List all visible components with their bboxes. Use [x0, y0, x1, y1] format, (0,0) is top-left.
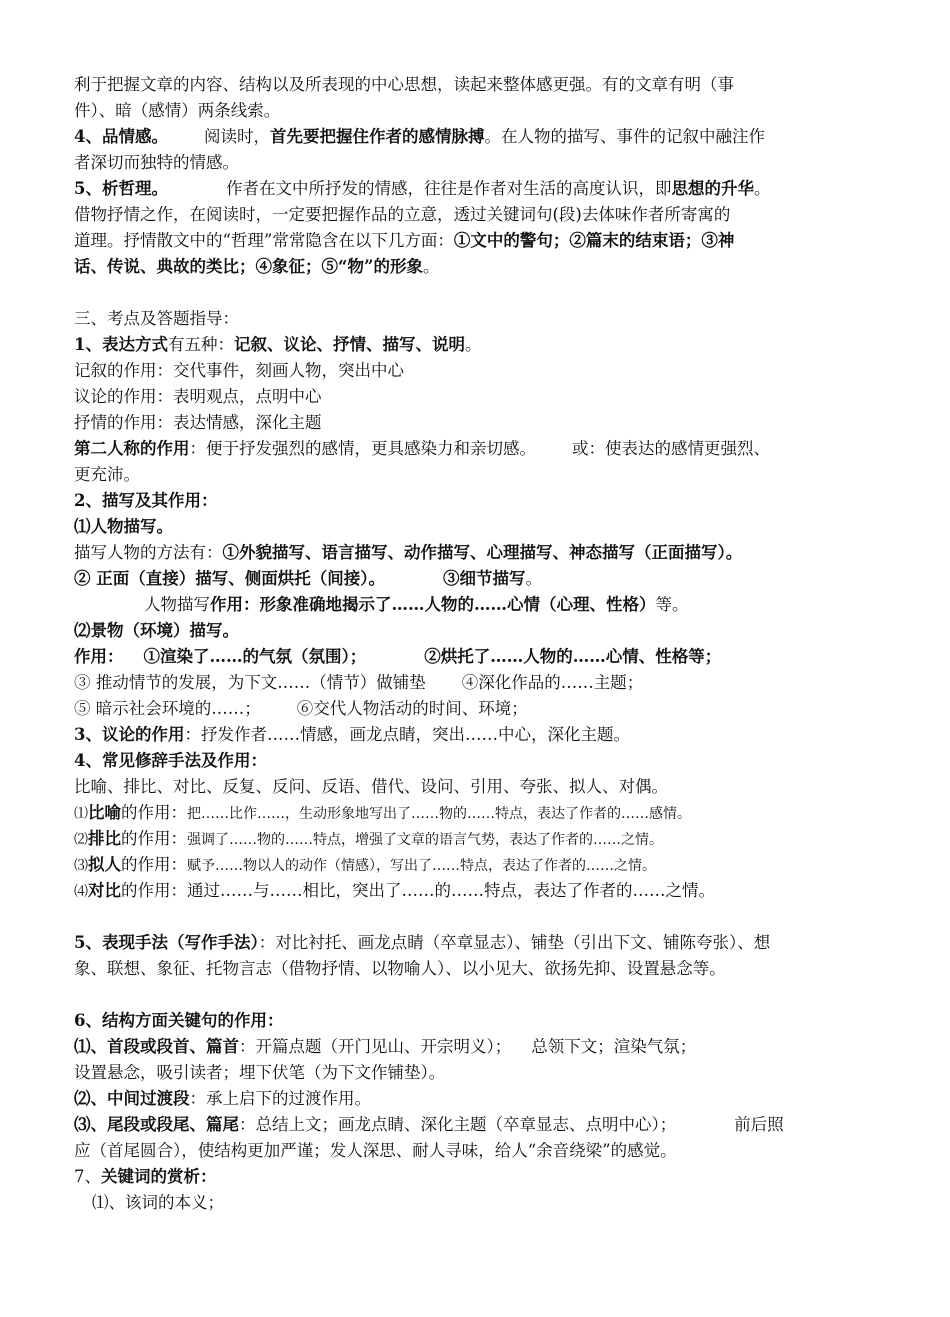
list-number: ⑷ — [74, 884, 88, 900]
paragraph-text: 人物描写 — [144, 595, 210, 614]
emphasis-text: 作用：形象准确地揭示了……人物的……心情（心理、性格） — [210, 595, 656, 614]
paragraph-text: 或：使表达的感情更强烈、 — [572, 439, 770, 458]
text-line — [74, 670, 880, 696]
emphasis-text: ①外貌描写、语言描写、动作描写、心理描写、神态描写（正面描写）。 — [222, 543, 743, 562]
paragraph-text: 。 — [753, 179, 771, 198]
text-line — [74, 930, 880, 956]
paragraph-text: 者深切而独特的情感。 — [74, 153, 239, 172]
paragraph-text: 应（首尾圆合），使结构更加严谨；发人深思、耐人寻味，给人“余音绕梁”的感觉。 — [74, 1141, 677, 1160]
text-line — [74, 1060, 880, 1086]
paragraph-text: ⑤ 暗示社会环境的……； — [74, 699, 261, 718]
item-heading: 1、表达方式 — [74, 335, 168, 354]
text-line — [74, 98, 880, 124]
text-line — [74, 332, 880, 358]
subitem-heading: ⑵、中间过渡段 — [74, 1089, 190, 1108]
section-heading: 5、析哲理。 — [74, 179, 168, 198]
paragraph-text: ：开篇点题（开门见山、开宗明义）； — [239, 1037, 512, 1056]
paragraph-text: 的作用： — [121, 829, 187, 848]
text-line — [74, 72, 880, 98]
list-number: ⑴ — [74, 806, 88, 822]
list-number: ⑵ — [74, 832, 88, 848]
emphasis-text: 作用： — [74, 647, 124, 666]
paragraph-text: 利于把握文章的内容、结构以及所表现的中心思想，读起来整体感更强。有的文章有明（事 — [74, 75, 734, 94]
text-line — [74, 696, 880, 722]
text-line — [74, 956, 880, 982]
text-line — [74, 1008, 880, 1034]
paragraph-text: ③ 推动情节的发展，为下文……（情节）做铺垫 — [74, 673, 426, 692]
paragraph-text: 设置悬念，吸引读者；埋下伏笔（为下文作铺垫）。 — [74, 1063, 446, 1082]
item-heading: 修辞手法及作用： — [134, 751, 267, 770]
text-line — [74, 748, 880, 774]
text-line — [74, 124, 880, 150]
paragraph-text: ：对比衬托、画龙点睛（卒章显志）、铺垫（引出下文、铺陈夸张）、想 — [258, 933, 771, 952]
text-line — [74, 592, 880, 618]
paragraph-text: 的作用： — [121, 803, 187, 822]
paragraph-text: ：承上启下的过渡作用。 — [189, 1089, 371, 1108]
paragraph-text: 。 — [422, 257, 440, 276]
subitem-heading: ⑴、首段或段首、篇首 — [74, 1037, 239, 1056]
emphasis-text: 拟人 — [88, 855, 121, 874]
text-line — [74, 358, 880, 384]
emphasis-text: ①文中的警句；②篇末的结束语；③神 — [453, 231, 735, 250]
item-heading: 5、表现手法（写作手法） — [74, 933, 259, 952]
text-line — [74, 722, 880, 748]
paragraph-text: 描写人物的方法有： — [74, 543, 223, 562]
paragraph-text: ④深化作品的……主题； — [461, 673, 644, 692]
paragraph-text: 道理。抒情散文中的“哲理”常常隐含在以下几方面： — [74, 231, 454, 250]
text-line — [74, 800, 880, 826]
text-line — [74, 1034, 880, 1060]
paragraph-text: ：便于抒发强烈的感情，更具感染力和亲切感。 — [189, 439, 536, 458]
paragraph-text: 有五种： — [167, 335, 234, 354]
text-line — [74, 1190, 880, 1216]
paragraph-text: 。在人物的描写、事件的记叙中融注作 — [484, 127, 765, 146]
text-line — [74, 852, 880, 878]
text-line — [74, 176, 880, 202]
text-line — [74, 644, 880, 670]
item-heading: 关键词的赏析： — [101, 1167, 217, 1186]
emphasis-text: 首先要把握住作者的感情脉搏 — [269, 127, 485, 146]
text-line — [74, 150, 880, 176]
text-line — [74, 254, 880, 280]
text-line — [74, 540, 880, 566]
text-line — [74, 306, 880, 332]
paragraph-text: 作者在文中所抒发的情感，往往是作者对生活的高度认识，即 — [225, 179, 672, 198]
emphasis-text: 比喻 — [88, 803, 121, 822]
item-heading: 第二人称的作用 — [74, 439, 190, 458]
paragraph-text: ：抒发作者……情感，画龙点睛，突出……中心，深化主题。 — [184, 725, 630, 744]
text-line — [74, 826, 880, 852]
paragraph-text: 赋予……物以人的动作（情感），写出了……特点，表达了作者的……之情。 — [187, 858, 656, 874]
subitem-heading: ⑵景物（环境）描写。 — [74, 621, 239, 640]
emphasis-text: 记叙、议论、抒情、描写、说明 — [233, 335, 465, 354]
paragraph-text: 的作用： — [121, 855, 187, 874]
text-line — [74, 228, 880, 254]
paragraph-text: 前后照 — [734, 1115, 784, 1134]
paragraph-text: 抒情的作用：表达情感，深化主题 — [74, 413, 322, 432]
emphasis-text: 思想的升华 — [671, 179, 754, 198]
paragraph-text: ⑴、该词的本义； — [92, 1193, 224, 1212]
list-number: ⑶ — [74, 858, 88, 874]
text-line — [74, 1138, 880, 1164]
paragraph-text: 更充沛。 — [74, 465, 140, 484]
emphasis-text: 排比 — [88, 829, 121, 848]
emphasis-text: ②烘托了……人物的……心情、性格等； — [424, 647, 722, 666]
paragraph-text: 象、联想、象征、托物言志（借物抒情、以物喻人）、以小见大、欲扬先抑、设置悬念等。 — [74, 959, 726, 978]
paragraph-text: 议论的作用：表明观点，点明中心 — [74, 387, 322, 406]
text-line — [74, 774, 880, 800]
paragraph-text: 等。 — [655, 595, 689, 614]
text-line — [74, 462, 880, 488]
paragraph-text: 阅读时， — [203, 127, 270, 146]
paragraph-text: 把……比作……，生动形象地写出了……物的……特点，表达了作者的……感情。 — [187, 806, 691, 822]
text-line — [74, 488, 880, 514]
emphasis-text: 对比 — [88, 881, 121, 900]
paragraph-text: 记叙的作用：交代事件，刻画人物，突出中心 — [74, 361, 404, 380]
paragraph-text: 7、 — [74, 1167, 101, 1186]
text-line — [74, 384, 880, 410]
section-title: 三、考点及答题指导： — [74, 309, 239, 328]
emphasis-text: ② 正面（直接）描写、侧面烘托（间接）。 — [74, 569, 385, 588]
text-line — [74, 514, 880, 540]
section-heading: 4、品情感。 — [74, 127, 168, 146]
document-page — [74, 72, 880, 1216]
paragraph-text: 借物抒情之作，在阅读时，一定要把握作品的立意，透过关键词句(段)去体味作者所寄寓的 — [74, 205, 731, 224]
paragraph-text: 比喻、排比、对比、反复、反问、反语、借代、设问、引用、夸张、拟人、对偶。 — [74, 777, 668, 796]
text-line — [74, 1164, 880, 1190]
paragraph-text: 强调了……物的……特点，增强了文章的语言气势，表达了作者的……之情。 — [187, 832, 663, 848]
paragraph-text: 。 — [464, 335, 482, 354]
paragraph-text: ：总结上文；画龙点睛、深化主题（卒章显志、点明中心）； — [239, 1115, 677, 1134]
item-heading: 2、描写及其作用： — [74, 491, 218, 510]
subitem-heading: ⑶、尾段或段尾、篇尾 — [74, 1115, 239, 1134]
text-line — [74, 566, 880, 592]
paragraph-text: 。 — [525, 569, 542, 588]
paragraph-text: 的作用：通过……与……相比，突出了……的……特点，表达了作者的……之情。 — [121, 881, 715, 900]
item-heading: 6、结构方面关键句的作用： — [74, 1011, 284, 1030]
item-heading: 4、常见 — [74, 751, 135, 770]
text-line — [74, 1086, 880, 1112]
subitem-heading: ⑴人物描写。 — [74, 517, 173, 536]
item-heading: 3、议论的作用 — [74, 725, 185, 744]
paragraph-text: 总领下文；渲染气氛； — [531, 1037, 697, 1056]
paragraph-text: ⑥交代人物活动的时间、环境； — [296, 699, 528, 718]
emphasis-text: 话、传说、典故的类比；④象征；⑤“物”的形象 — [74, 257, 423, 276]
text-line — [74, 410, 880, 436]
text-line — [74, 878, 880, 904]
text-line — [74, 202, 880, 228]
text-line — [74, 618, 880, 644]
text-line — [74, 436, 880, 462]
emphasis-text: ③细节描写 — [443, 569, 526, 588]
paragraph-text: 件）、暗（感情）两条线索。 — [74, 101, 281, 120]
emphasis-text: ①渲染了……的气氛（氛围）； — [143, 647, 367, 666]
text-line — [74, 1112, 880, 1138]
